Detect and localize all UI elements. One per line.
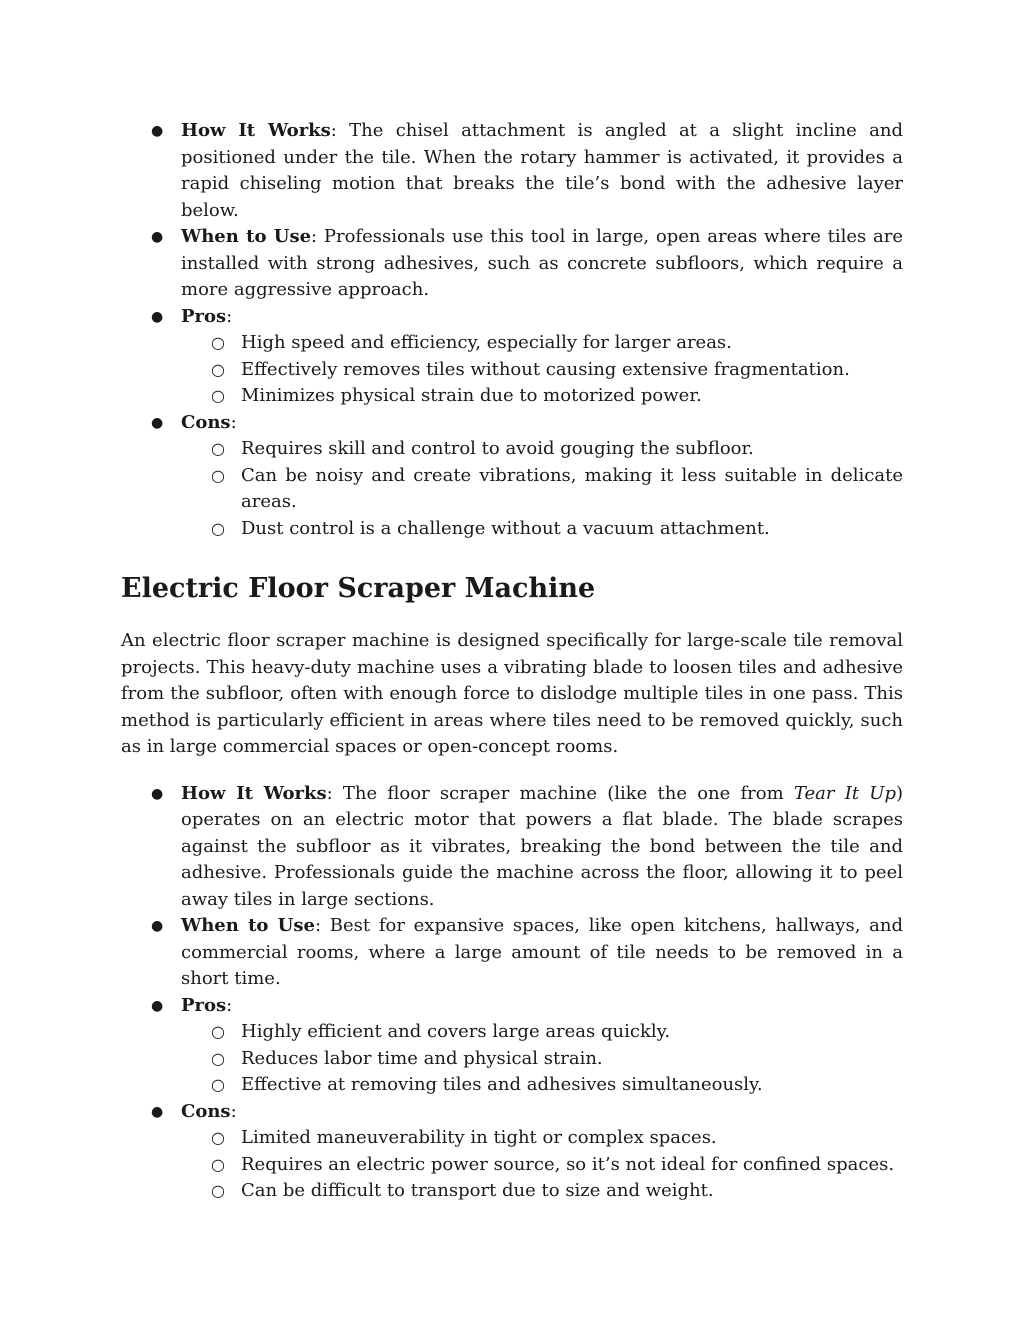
sub-bullet-icon: ○ (211, 1022, 225, 1041)
sub-bullet-icon: ○ (211, 439, 225, 458)
cons-sub-item: ○ Limited maneuverability in tight or complex spaces. (121, 1125, 903, 1152)
term-label: How It Works (181, 120, 331, 141)
bullet-icon: ● (151, 997, 164, 1014)
cons-item: ● Cons: (121, 410, 903, 437)
how-it-works-item: ● How It Works: The chisel attachment is angled at a slight incline and positioned under the tile. When the rotary hammer is activated, it provides a rapid chiseling motion that breaks the tile’s bond with the adhesive layer below. (151, 120, 903, 221)
section1-list (121, 118, 903, 542)
page-content (121, 118, 903, 1205)
term-label: Cons (181, 1100, 231, 1122)
bullet-icon: ● (151, 1103, 164, 1120)
pros-sub-item: ○ Highly efficient and covers large areas quickly. (121, 1019, 903, 1046)
pros-item: ● Pros: (121, 993, 903, 1020)
cons-sub-item: ○ Can be noisy and create vibrations, making it less suitable in delicate areas. (211, 464, 903, 512)
bullet-icon: ● (151, 229, 164, 245)
cons-sub-item: ○ Requires an electric power source, so it’s not ideal for confined spaces. (121, 1152, 903, 1179)
when-to-use-item: ● When to Use: Best for expansive spaces, like open kitchens, hallways, and commercial rooms, where a large amount of tile needs to be removed in a short time. (151, 915, 903, 989)
section2-list (121, 781, 903, 1205)
sub-bullet-icon: ○ (211, 1048, 225, 1068)
pros-sub-item: ○ Effectively removes tiles without causing extensive fragmentation. (121, 357, 903, 384)
item-text: Best for expansive spaces, like open kitchens, hallways, and commercial rooms, where a large amount of tile needs to be removed in a short time. (181, 915, 903, 989)
how-it-works-item: ● How It Works: The floor scraper machine (like the one from Tear It Up) operates on an electric motor that powers a flat blade. The blade scrapes against the subfloor as it vibrates, breaking the bond between the tile and adhesive. Professionals guide the machine across the floor, allowing it to peel away tiles in large sections. (151, 782, 903, 910)
sub-bullet-icon: ○ (211, 465, 225, 485)
cons-sub-item: ○ Can be difficult to transport due to size and weight. (121, 1178, 903, 1205)
brand-name: Tear It Up (793, 782, 896, 804)
pros-sub-item: ○ Reduces labor time and physical strain. (121, 1046, 903, 1073)
cons-sub-item: ○ Dust control is a challenge without a vacuum attachment. (121, 516, 903, 543)
sub-bullet-icon: ○ (211, 333, 225, 352)
bullet-icon: ● (151, 123, 164, 139)
pros-sub-item: ○ Effective at removing tiles and adhesives simultaneously. (121, 1072, 903, 1099)
sub-bullet-icon: ○ (211, 1128, 225, 1147)
sub-bullet-icon: ○ (211, 1075, 225, 1094)
term-label: Pros (181, 305, 227, 327)
sub-bullet-icon: ○ (211, 518, 225, 538)
pros-sub-item: ○ Minimizes physical strain due to motorized power. (121, 383, 903, 410)
intro-paragraph: An electric floor scraper machine is designed specifically for large-scale tile removal projects. This heavy-duty machine uses a vibrating blade to loosen tiles and adhesive from the subfloor, often with enough force to dislodge multiple tiles in one pass. This method is particularly efficient in areas where tiles need to be removed quickly, such as in large commercial spaces or open-concept rooms. (121, 630, 903, 757)
sub-bullet-icon: ○ (211, 359, 225, 379)
sub-bullet-icon: ○ (211, 1181, 225, 1200)
pros-item: ● Pros: (121, 304, 903, 331)
when-to-use-item: ● When to Use: Professionals use this tool in large, open areas where tiles are installed with strong adhesives, such as concrete subfloors, which require a more aggressive approach. (151, 226, 903, 300)
bullet-icon: ● (151, 785, 164, 802)
item-text: The chisel attachment is angled at a slight incline and positioned under the tile. When the rotary hammer is activated, it provides a rapid chiseling motion that breaks the tile’s bond with the adhesive layer below. (181, 120, 903, 221)
sub-bullet-icon: ○ (211, 1154, 225, 1174)
cons-item: ● Cons: (121, 1099, 903, 1126)
bullet-icon: ● (151, 414, 164, 431)
term-label: When to Use (181, 915, 315, 936)
section-heading: Electric Floor Scraper Machine (121, 573, 596, 604)
cons-sub-item: ○ Requires skill and control to avoid gouging the subfloor. (121, 436, 903, 463)
term-label: When to Use (181, 226, 312, 247)
bullet-icon: ● (151, 918, 164, 934)
term-label: Cons (181, 411, 231, 433)
term-label: Pros (181, 994, 227, 1016)
term-label: How It Works (181, 782, 327, 804)
pros-sub-item: ○ High speed and efficiency, especially for larger areas. (121, 330, 903, 357)
bullet-icon: ● (151, 308, 164, 325)
sub-bullet-icon: ○ (211, 386, 225, 405)
item-text: Professionals use this tool in large, open areas where tiles are installed with strong adhesives, such as concrete subfloors, which require a more aggressive approach. (181, 226, 903, 300)
